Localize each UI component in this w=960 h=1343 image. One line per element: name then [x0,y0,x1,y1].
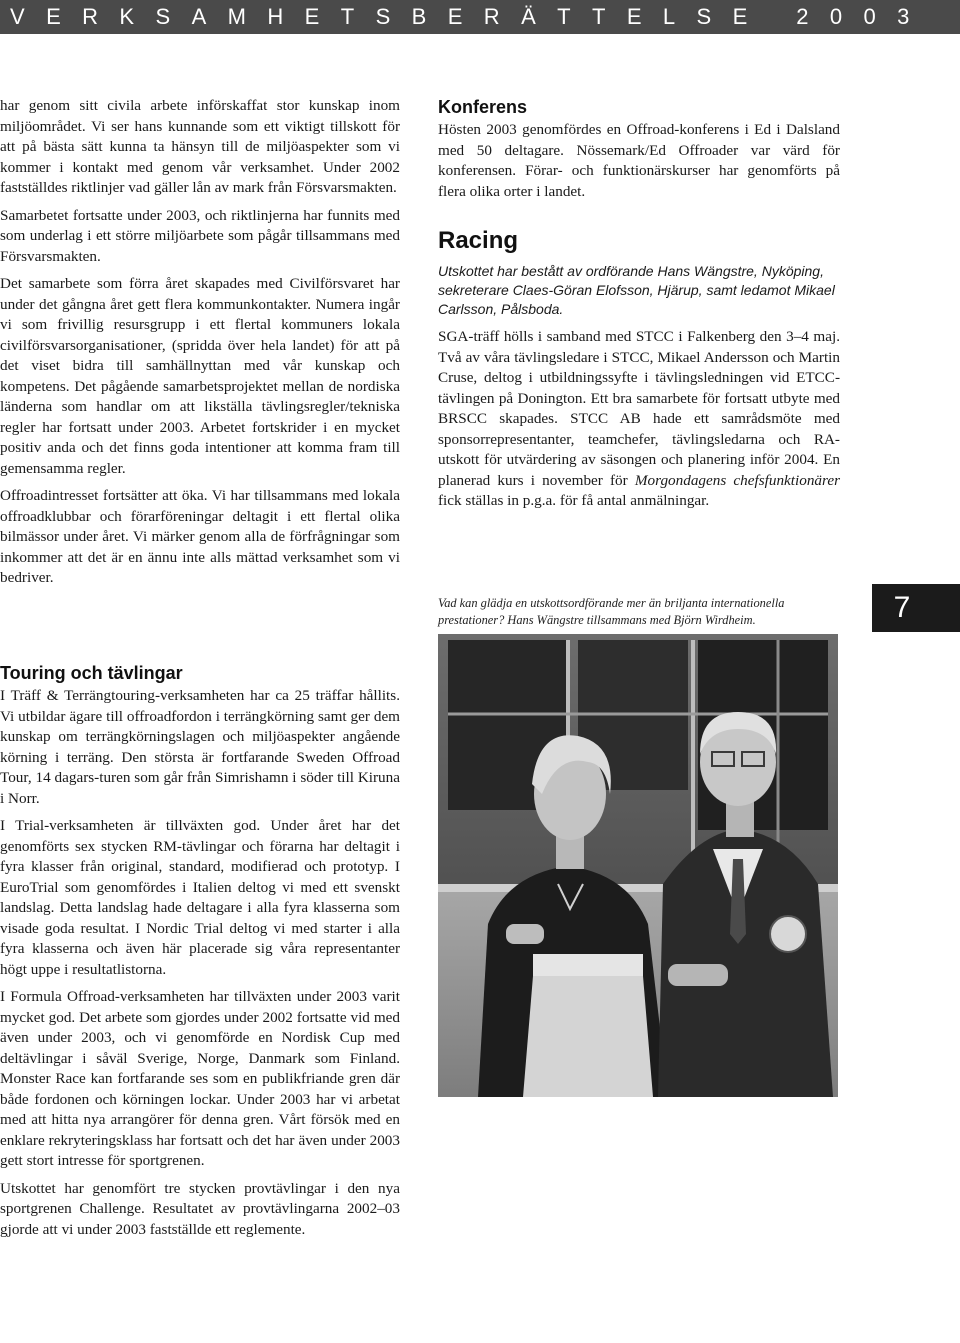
page-number-tab [872,584,960,632]
touring-paragraph: Utskottet har genomfört tre stycken provtävlingar i den nya sportgrenen Challenge. Resultatet av provtävlingarna 2002–03 gjorde att vi under 2003 fastställde ett reglemente. [0,1179,400,1238]
course-name: Morgondagens chefsfunktionärer [634,471,840,489]
racing-text [438,327,840,512]
racing-section [438,226,840,519]
intro-paragraph: Samarbetet fortsatte under 2003, och riktlinjerna har funnits med som underlag i ett större miljöarbete som pågår tillsammans med Försvarsmakten. [0,206,400,265]
racing-committee: Utskottet har bestått av ordförande Hans Wängstre, Nyköping, sekreterare Claes-Göran Elofsson, Hjärup, samt ledamot Mikael Carlsson, Pålsboda. [438,263,835,317]
touring-heading: Touring och tävlingar [0,663,183,683]
touring-paragraph: I Formula Offroad-verksamheten har tillväxten under 2003 varit mycket god. Det arbete som gjordes under 2002 fortsatte vid med även under 2003, och vi genomförde en Nordisk Cup med deltävlingar i såväl Sverige, Norge, Danmark som Finland. Monster Race kan fortfarande ses som en publikfriande gren där både fordonen och körningen lockar. Under 2003 har vi arbetat med att hitta nya arrangörer för denna gren. Vårt försök med en enklare rekryteringsklass har fortsatt och det har även under 2003 gett stort intresse för sportgrenen. [0,988,400,1169]
racing-text-part: fick ställas in p.g.a. för få antal anmälningar. [438,492,710,509]
konferens-section [438,96,840,209]
page-number: 7 [893,591,911,624]
touring-section [0,662,400,1247]
touring-paragraph: I Trial-verksamheten är tillväxten god. Under året har det genomförts sex stycken RM-tävlingar och förarna har deltagit i fyra klasser från original, standard, modifierad och prototyp. I EuroTrial som genomfördes i Italien deltog vi med ett svenskt landslag. Detta landslag hade deltagare i alla fyra klasserna som visade goda resultat. I Nordic Trial deltog vi med starter i alla fyra klasserna och även här placerade sig våra representanter högt uppe i resultatlistorna. [0,817,400,978]
touring-paragraph: I Träff & Terrängtouring-verksamheten har ca 25 träffar hållits. Vi utbildar ägare till offroadfordon i terrängkörning samt ger dem kunskap om terrängkörningslagen och miljöaspekter angående körning i terräng. Den största är fortfarande Sweden Offroad Tour, 14 dagars-turen som går från Simrishamn i söder till Kiruna i Norr. [0,687,400,807]
page-header [0,0,960,34]
racing-text-part: SGA-träff hölls i samband med STCC i Falkenberg den 3–4 maj. Två av våra tävlingsledare i STCC, Mikael Andersson och Martin Cruse, deltog i utbildningssyfte i tävlingsledningen vid ETCC-tävlingen på Donington. Ett bra samarbete för fortsatt utbyte med BRSCC skapades. STCC AB hade ett samrådsmöte med sponsorrepresentanter, teamchefer, tävlingsledarna och RA-utskott för utvärdering av säsongen och planering inför 2004. En planerad kurs i november för [438,328,840,489]
header-title: VERKSAMHETSBERÄTTELSE 2003 [10,4,931,29]
konferens-heading: Konferens [438,97,528,117]
intro-paragraph: Offroadintresset fortsätter att öka. Vi har tillsammans med lokala offroadklubbar och förarföreningar deltagit i ett flertal olika bilmässor under året. Vi märker genom alla de förfrågningar som inkommer att det är en ännu inte alls mättad verksamhet som vi bedriver. [0,487,400,586]
portrait-photo [438,634,838,1097]
racing-heading: Racing [438,227,519,254]
left-column [0,96,400,596]
konferens-text: Hösten 2003 genomfördes en Offroad-konferens i Ed i Dalsland med 50 deltagare. Nössemark/Ed Offroader var värd för konferensen. Förar- och funktionärskurser har genomförts på flera olika orter i landet. [438,121,840,200]
intro-paragraph: Det samarbete som förra året skapades med Civilförsvaret har under det gångna året gett flera kommunkontakter. Numera ingår vi som frivillig resursgrupp i ett flertal kommuners lokala civilförsvarsorganisationer, (spridda över hela landet) för att på det viset bidra till samhällnyttan med vår kunskap och kompetens. Det pågående samarbetsprojektet mellan de nordiska länderna som handlar om att likställa tävlingsregler/tekniska regler har fortsatt under 2003. Arbetet fortskrider i en mycket positiv anda och det finns goda intentioner att komma fram till gemensamma regler. [0,275,400,477]
photo-caption: Vad kan glädja en utskottsordförande mer än briljanta internationella prestationer? Hans Wängstre tillsammans med Björn Wirdheim. [438,596,785,627]
intro-paragraph: har genom sitt civila arbete införskaffat stor kunskap inom miljöområdet. Vi ser hans kunnande som ett viktigt tillskott för att på bästa sätt kunna ta hänsyn till de miljöaspekter som vi kommer i kontakt med genom vår verksamhet. Under 2002 fastställdes riktlinjer vad gäller lån av mark från Försvarsmakten. [0,97,400,196]
